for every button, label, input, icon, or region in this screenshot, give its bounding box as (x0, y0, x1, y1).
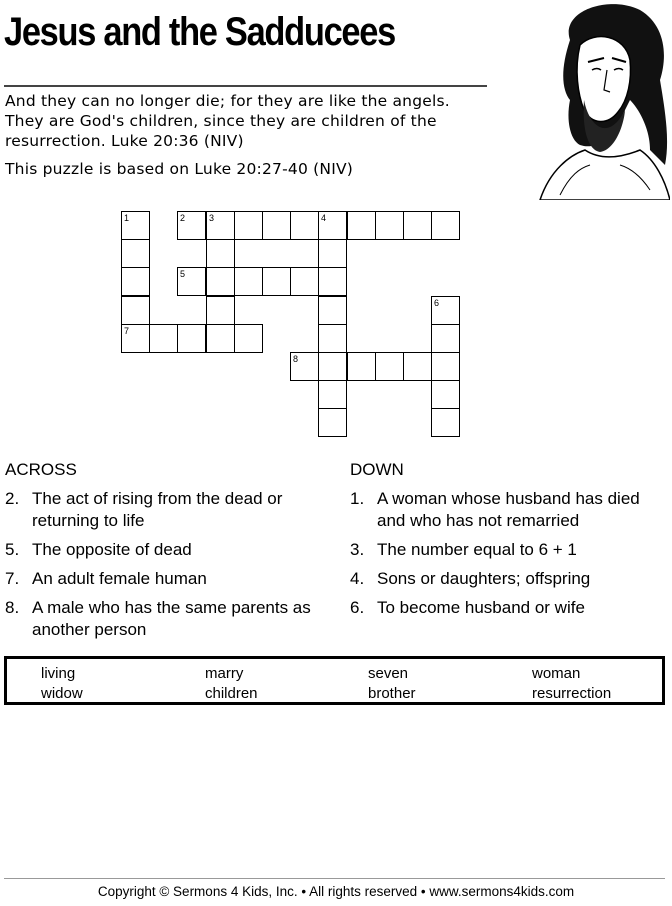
crossword-cell[interactable] (206, 296, 235, 325)
crossword-cell[interactable] (149, 324, 178, 353)
crossword-cell[interactable] (234, 211, 263, 240)
crossword-cell[interactable] (431, 408, 460, 437)
across-clue (5, 488, 325, 532)
crossword-cell-number: 4 (321, 213, 327, 223)
crossword-cell[interactable] (177, 324, 206, 353)
across-clue (5, 539, 325, 561)
crossword-cell[interactable] (318, 324, 347, 353)
crossword-cell[interactable] (318, 380, 347, 409)
clue-number: 4. (350, 569, 365, 588)
crossword-cell[interactable] (121, 239, 150, 268)
page-title: Jesus and the Sadducees (4, 10, 395, 54)
crossword-cell[interactable] (318, 211, 347, 240)
word-bank-word: woman (532, 665, 581, 682)
word-bank-word: seven (368, 665, 409, 682)
word-bank-word: brother (368, 685, 416, 702)
crossword-cell[interactable] (375, 352, 404, 381)
clue-number: 5. (5, 540, 20, 559)
clue-number: 1. (350, 489, 365, 508)
crossword-cell-number: 7 (124, 326, 130, 336)
crossword-cell[interactable] (318, 408, 347, 437)
clue-number: 2. (5, 489, 20, 508)
bible-verse: And they can no longer die; for they are like the angels. They are God's children, since they are children of the resurrection. Luke 20:36 (NIV) (5, 92, 450, 150)
crossword-cell[interactable] (318, 267, 347, 296)
crossword-cell[interactable] (121, 211, 150, 240)
crossword-cell[interactable] (403, 211, 432, 240)
crossword-cell[interactable] (262, 211, 291, 240)
crossword-cell[interactable] (234, 324, 263, 353)
across-heading: ACROSS (5, 460, 77, 479)
clue-text: The opposite of dead (32, 540, 192, 559)
down-clue (350, 597, 670, 619)
down-clues (350, 460, 670, 626)
crossword-cell[interactable] (403, 352, 432, 381)
crossword-cell-number: 3 (209, 213, 215, 223)
word-bank (4, 656, 665, 705)
clue-text: Sons or daughters; offspring (377, 569, 591, 588)
clue-text: A male who has the same parents as another person (32, 598, 311, 639)
crossword-cell[interactable] (431, 352, 460, 381)
crossword-cell[interactable] (375, 211, 404, 240)
crossword-cell[interactable] (431, 380, 460, 409)
crossword-cell[interactable] (262, 267, 291, 296)
crossword-cell[interactable] (318, 296, 347, 325)
copyright-footer: Copyright © Sermons 4 Kids, Inc. • All rights reserved • www.sermons4kids.com (97, 884, 575, 899)
puzzle-source-note: This puzzle is based on Luke 20:27-40 (NIV) (5, 160, 354, 178)
crossword-cell[interactable] (318, 352, 347, 381)
clue-text: A woman whose husband has died and who has not remarried (377, 489, 640, 530)
crossword-cell-number: 5 (180, 269, 186, 279)
crossword-cell-number: 6 (434, 298, 440, 308)
crossword-cell-number: 1 (124, 213, 130, 223)
word-bank-word: children (205, 685, 258, 702)
down-clue (350, 568, 670, 590)
word-bank-word: widow (41, 685, 83, 702)
across-clue (5, 568, 325, 590)
clue-text: An adult female human (32, 569, 207, 588)
crossword-cell-number: 2 (180, 213, 186, 223)
crossword-cell[interactable] (206, 324, 235, 353)
word-bank-word: living (41, 665, 76, 682)
crossword-grid (0, 0, 672, 450)
across-clues (5, 460, 325, 648)
clue-number: 3. (350, 540, 365, 559)
crossword-cell[interactable] (431, 324, 460, 353)
word-bank-word: marry (205, 665, 244, 682)
clue-number: 7. (5, 569, 20, 588)
clue-text: The act of rising from the dead or returning to life (32, 489, 283, 530)
word-bank-word: resurrection (532, 685, 612, 702)
clue-text: The number equal to 6 + 1 (377, 540, 577, 559)
crossword-cell[interactable] (206, 239, 235, 268)
crossword-cell[interactable] (234, 267, 263, 296)
clue-number: 6. (350, 598, 365, 617)
crossword-cell[interactable] (347, 211, 376, 240)
clue-text: To become husband or wife (377, 598, 585, 617)
across-clue (5, 597, 325, 641)
crossword-cell[interactable] (121, 267, 150, 296)
crossword-cell[interactable] (121, 324, 150, 353)
crossword-cell[interactable] (206, 211, 235, 240)
crossword-cell[interactable] (206, 267, 235, 296)
crossword-cell[interactable] (177, 211, 206, 240)
footer-divider (4, 878, 665, 879)
crossword-cell[interactable] (347, 352, 376, 381)
clue-number: 8. (5, 598, 20, 617)
crossword-cell[interactable] (290, 267, 319, 296)
down-heading: DOWN (350, 460, 404, 479)
crossword-cell[interactable] (290, 352, 319, 381)
down-clue (350, 488, 670, 532)
crossword-cell[interactable] (121, 296, 150, 325)
down-clue (350, 539, 670, 561)
crossword-cell[interactable] (177, 267, 206, 296)
crossword-cell[interactable] (290, 211, 319, 240)
crossword-cell-number: 8 (293, 354, 299, 364)
crossword-cell[interactable] (431, 296, 460, 325)
crossword-cell[interactable] (318, 239, 347, 268)
crossword-cell[interactable] (431, 211, 460, 240)
